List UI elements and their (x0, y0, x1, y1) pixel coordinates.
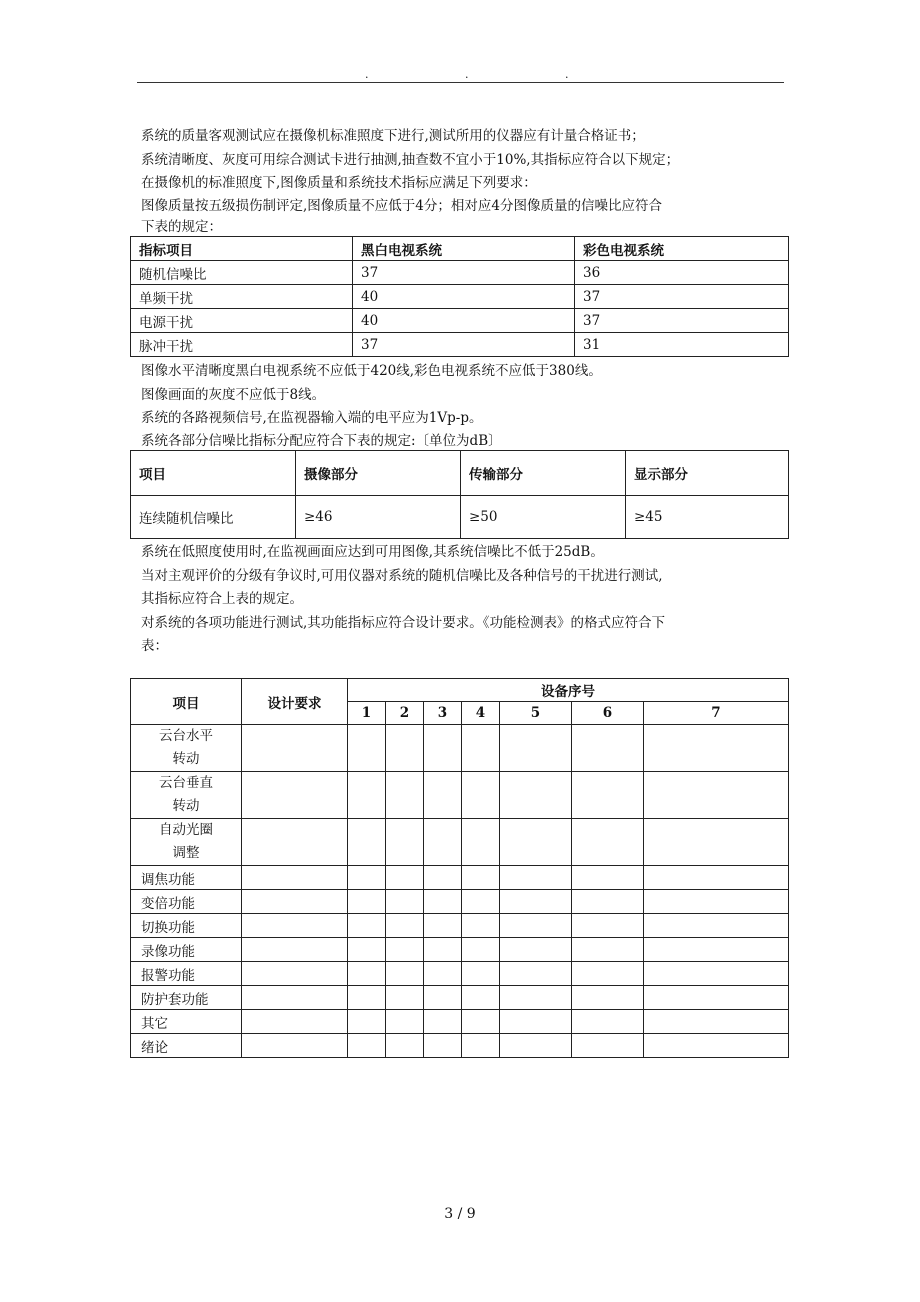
table-cell (424, 890, 462, 914)
table-cell (500, 725, 572, 772)
table-cell (462, 986, 500, 1010)
table-header-row (131, 451, 789, 496)
table-cell (644, 772, 789, 819)
table-cell (572, 819, 644, 866)
table-cell (644, 914, 789, 938)
table-cell (644, 938, 789, 962)
table-header-cell: 设备序号 (348, 679, 789, 702)
table-row (131, 285, 789, 309)
table-cell (348, 1010, 386, 1034)
table-cell (386, 986, 424, 1010)
table-cell: 40 (353, 309, 575, 333)
table-cell (644, 986, 789, 1010)
paragraph: 表： (141, 638, 168, 654)
table-cell (424, 986, 462, 1010)
header-dots (137, 68, 784, 82)
table-cell (348, 962, 386, 986)
table-cell (348, 772, 386, 819)
item-line: 调整 (172, 845, 200, 861)
table-cell (572, 866, 644, 890)
table-cell (644, 725, 789, 772)
table-cell (572, 1034, 644, 1058)
device-number-cell: 5 (500, 702, 572, 725)
paragraph: 系统的质量客观测试应在摄像机标准照度下进行,测试所用的仪器应有计量合格证书； (141, 128, 645, 144)
page-number: 3 / 9 (444, 1206, 476, 1222)
table-cell (424, 1034, 462, 1058)
table-cell (572, 914, 644, 938)
table-cell (131, 819, 242, 866)
table-cell (644, 866, 789, 890)
table-cell (242, 725, 348, 772)
table-cell (500, 866, 572, 890)
table-cell (242, 890, 348, 914)
table-cell (462, 1034, 500, 1058)
header-dot: . (565, 68, 569, 81)
table-cell (500, 986, 572, 1010)
table-cell (242, 914, 348, 938)
table-cell (572, 962, 644, 986)
table-row (131, 496, 789, 539)
table-cell (242, 772, 348, 819)
table-cell (500, 962, 572, 986)
table-cell (572, 890, 644, 914)
table-header-cell: 项目 (131, 451, 296, 496)
table-row (131, 866, 789, 890)
table-row (131, 261, 789, 285)
paragraph: 当对主观评价的分级有争议时,可用仪器对系统的随机信噪比及各种信号的干扰进行测试, (141, 568, 663, 584)
table-cell (572, 938, 644, 962)
table-cell (462, 772, 500, 819)
table-cell: 连续随机信噪比 (131, 496, 296, 539)
paragraph: 图像水平清晰度黑白电视系统不应低于420线,彩色电视系统不应低于380线。 (141, 363, 602, 379)
table-header-row (131, 679, 789, 702)
table-cell (462, 1010, 500, 1034)
table-cell (348, 819, 386, 866)
table-cell (386, 962, 424, 986)
table-cell (462, 725, 500, 772)
table-cell (644, 890, 789, 914)
table-cell: 调焦功能 (131, 866, 242, 890)
table-cell (348, 725, 386, 772)
table-cell (424, 914, 462, 938)
table-cell (386, 725, 424, 772)
table-cell (424, 819, 462, 866)
table-cell (386, 890, 424, 914)
table-row (131, 772, 789, 819)
header-dot: . (465, 68, 469, 81)
table-cell: 随机信噪比 (131, 261, 353, 285)
table-row (131, 986, 789, 1010)
device-number-cell: 4 (462, 702, 500, 725)
table-cell (242, 866, 348, 890)
table-cell (242, 1034, 348, 1058)
table-cell (462, 866, 500, 890)
table-cell: 单频干扰 (131, 285, 353, 309)
table-header-cell: 设计要求 (242, 679, 348, 725)
table-cell (644, 1034, 789, 1058)
table-header-cell: 彩色电视系统 (575, 237, 789, 261)
table-cell (242, 962, 348, 986)
paragraph: 系统各部分信噪比指标分配应符合下表的规定:〔单位为dB〕 (141, 433, 502, 449)
table-cell (500, 914, 572, 938)
table-cell (386, 819, 424, 866)
table-cell: 切换功能 (131, 914, 242, 938)
paragraph: 下表的规定： (141, 219, 222, 235)
table-cell (500, 938, 572, 962)
table-row (131, 1034, 789, 1058)
table-cell: 录像功能 (131, 938, 242, 962)
table-cell: 37 (575, 309, 789, 333)
table-cell (462, 962, 500, 986)
table-row (131, 725, 789, 772)
table-cell (424, 866, 462, 890)
table-cell (500, 890, 572, 914)
table-cell (424, 962, 462, 986)
table-cell (348, 938, 386, 962)
item-line: 转动 (172, 751, 200, 767)
table-cell (131, 725, 242, 772)
table-cell (424, 1010, 462, 1034)
table-cell (386, 1010, 424, 1034)
table-cell (242, 986, 348, 1010)
function-check-table (130, 678, 789, 1058)
table-cell: 其它 (131, 1010, 242, 1034)
item-line: 云台垂直 (159, 775, 213, 791)
item-line: 转动 (172, 798, 200, 814)
table-cell (242, 938, 348, 962)
table-cell (572, 986, 644, 1010)
item-line: 自动光圈 (159, 822, 213, 838)
table-cell (462, 890, 500, 914)
table-cell (500, 772, 572, 819)
paragraph: 系统清晰度、灰度可用综合测试卡进行抽测,抽查数不宜小于10%,其指标应符合以下规定； (141, 152, 680, 168)
table-cell (500, 1034, 572, 1058)
table-cell (386, 938, 424, 962)
table-cell: 37 (575, 285, 789, 309)
snr-quality-table (130, 236, 789, 357)
device-number-cell: 3 (424, 702, 462, 725)
table-header-cell: 指标项目 (131, 237, 353, 261)
device-number-cell: 2 (386, 702, 424, 725)
paragraph: 在摄像机的标准照度下,图像质量和系统技术指标应满足下列要求： (141, 175, 537, 191)
table-cell: ≥45 (626, 496, 789, 539)
table-cell (462, 914, 500, 938)
table-cell (572, 772, 644, 819)
table-cell (348, 866, 386, 890)
table-row (131, 819, 789, 866)
table-header-cell: 摄像部分 (296, 451, 461, 496)
table-cell (242, 819, 348, 866)
header-rule (137, 82, 784, 83)
table-cell: 37 (353, 261, 575, 285)
table-cell (348, 914, 386, 938)
paragraph: 系统的各路视频信号,在监视器输入端的电平应为1Vp-p。 (141, 410, 483, 426)
table-cell (500, 819, 572, 866)
table-cell (348, 890, 386, 914)
table-cell: 变倍功能 (131, 890, 242, 914)
table-cell (462, 938, 500, 962)
table-cell (348, 1034, 386, 1058)
paragraph: 图像质量按五级损伤制评定,图像质量不应低于4分；相对应4分图像质量的信噪比应符合 (141, 198, 662, 214)
item-line: 云台水平 (159, 728, 213, 744)
table-row (131, 938, 789, 962)
table-cell: 37 (353, 333, 575, 357)
table-header-cell: 显示部分 (626, 451, 789, 496)
table-header-cell: 传输部分 (461, 451, 626, 496)
table-row (131, 309, 789, 333)
table-cell (644, 819, 789, 866)
table-cell (242, 1010, 348, 1034)
table-row (131, 1010, 789, 1034)
table-cell (386, 866, 424, 890)
table-cell: ≥50 (461, 496, 626, 539)
table-cell (500, 1010, 572, 1034)
table-cell (424, 938, 462, 962)
table-cell (424, 725, 462, 772)
device-number-cell: 1 (348, 702, 386, 725)
table-header-cell: 黑白电视系统 (353, 237, 575, 261)
table-header-cell: 项目 (131, 679, 242, 725)
table-cell (424, 772, 462, 819)
paragraph: 图像画面的灰度不应低于8线。 (141, 387, 326, 403)
table-cell: 40 (353, 285, 575, 309)
table-cell (644, 962, 789, 986)
table-cell: 电源干扰 (131, 309, 353, 333)
paragraph: 其指标应符合上表的规定。 (141, 591, 303, 607)
table-cell (386, 1034, 424, 1058)
paragraph: 系统在低照度使用时,在监视画面应达到可用图像,其系统信噪比不低于25dB。 (141, 544, 604, 560)
table-row (131, 890, 789, 914)
table-cell: ≥46 (296, 496, 461, 539)
table-cell: 36 (575, 261, 789, 285)
table-cell: 防护套功能 (131, 986, 242, 1010)
header-dot: . (365, 68, 369, 81)
device-number-cell: 7 (644, 702, 789, 725)
table-cell (572, 725, 644, 772)
paragraph: 对系统的各项功能进行测试,其功能指标应符合设计要求。《功能检测表》的格式应符合下 (141, 615, 666, 631)
table-row (131, 962, 789, 986)
table-row (131, 914, 789, 938)
table-cell (572, 1010, 644, 1034)
table-cell: 脉冲干扰 (131, 333, 353, 357)
table-cell: 绪论 (131, 1034, 242, 1058)
table-cell (348, 986, 386, 1010)
table-cell: 报警功能 (131, 962, 242, 986)
table-row (131, 333, 789, 357)
table-cell (386, 772, 424, 819)
table-cell (462, 819, 500, 866)
snr-allocation-table (130, 450, 789, 539)
table-header-row (131, 237, 789, 261)
table-cell: 31 (575, 333, 789, 357)
table-cell (386, 914, 424, 938)
device-number-cell: 6 (572, 702, 644, 725)
table-cell (131, 772, 242, 819)
table-cell (644, 1010, 789, 1034)
